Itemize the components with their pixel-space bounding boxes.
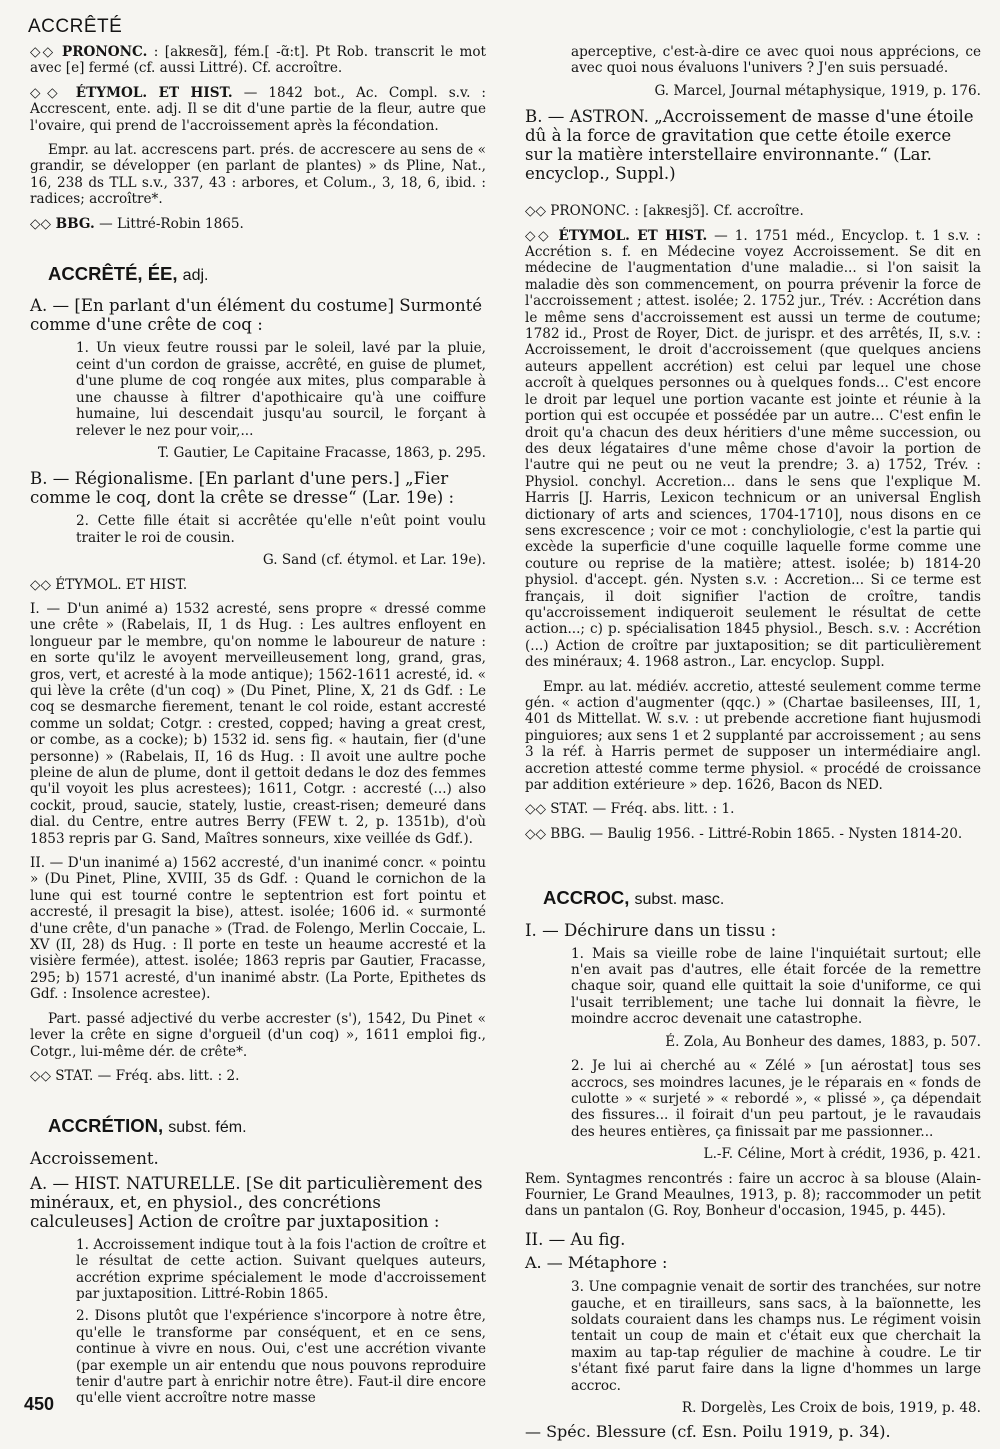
headword-accroc: [543, 887, 981, 909]
accrete-etymol-label: ◇◇ ÉTYMOL. ET HIST.: [30, 576, 188, 593]
etymol-label: ◇◇ ÉTYMOL. ET HIST.: [30, 84, 233, 101]
accrete-sense-b: B. — Régionalisme. [En parlant d'une pers.] „Fier comme le coq, dont la crête se dresse“ (Lar. 19e) :: [30, 469, 455, 508]
accroc-sense-1: I. — Déchirure dans un tissu :: [525, 920, 777, 940]
accroc-source-1: É. Zola, Au Bonheur des dames, 1883, p. 507.: [665, 1033, 981, 1050]
accroc-remark: Rem. Syntagmes rencontrés : faire un accroc à sa blouse (Alain-Fournier, Le Grand Meaulnes, 1913, p. 8); raccommoder un petit dans un pantalon (G. Roy, Bonheur d'occasion, 1945, p. 445).: [525, 1170, 981, 1220]
accrete-source-2: G. Sand (cf. étymol. et Lar. 19e).: [262, 552, 486, 569]
accretion-source-2: G. Marcel, Journal métaphysique, 1919, p. 176.: [654, 82, 981, 99]
accretion-stat: ◇◇ STAT. — Fréq. abs. litt. : 1.: [525, 801, 735, 818]
headword-accrete: [48, 263, 486, 285]
accroc-source-3: R. Dorgelès, Les Croix de bois, 1919, p. 48.: [681, 1400, 981, 1416]
prononc-block: [30, 44, 486, 77]
bbg-text: — Littré-Robin 1865.: [99, 215, 244, 232]
accretion-citation-2-cont: aperceptive, c'est-à-dire ce avec quoi nous apprécions, ce avec quoi nous évaluons l'univers ? J'en suis persuadé.: [571, 44, 981, 77]
accroc-source-2: L.-F. Céline, Mort à crédit, 1936, p. 421.: [703, 1146, 981, 1163]
headword-accretion-grammar: subst. fém.: [168, 1119, 247, 1137]
accroc-citation-1: 1. Mais sa vieille robe de laine l'inquiétait surtout; elle n'en avait pas d'autres, elle était forcée de la remettre chaque soir, quand elle quittait la soie d'uniforme, ce qui l'usait terriblement; une tache lui donnait la fièvre, le moindre accroc devenait une catastrophe.: [571, 945, 981, 1028]
accrete-sense-a: A. — [En parlant d'un élément du costume] Surmonté comme d'une crête de coq :: [30, 296, 483, 335]
bbg-block: [30, 216, 486, 232]
accroc-citation-2: 2. Je lui ai cherché au « Zélé » [un aérostat] tous ses accrocs, ses moindres lacunes, je le réparais en « fonds de culotte » « surjeté » « rebordé », « plissé », ça dépendait des fissures... il foirait d'un peu partout, je le ravaudais des heures entières, ça finissait par me passionner...: [571, 1058, 981, 1140]
prononc-text: : [akʀesɑ̃], fém.[ -ɑ̃:t]. Pt Rob. transcrit le mot avec [e] fermé (cf. aussi Littré). Cf. accroître.: [30, 44, 486, 77]
accroc-sense-2: II. — Au fig.: [525, 1229, 626, 1249]
accrete-citation-2: 2. Cette fille était si accrêtée qu'elle n'eût point voulu traiter le roi de cousin.: [76, 513, 486, 546]
prononc-label: ◇◇ PRONONC.: [30, 44, 148, 60]
accretion-sense-b: B. — ASTRON. „Accroissement de masse d'une étoile dû à la force de gravitation que cette étoile exerce sur la matière interstellaire environnante.“ (Lar. encyclop., Suppl.): [525, 107, 974, 184]
accretion-prononc: ◇◇ PRONONC. : [akʀesjɔ̃]. Cf. accroître.: [525, 203, 804, 220]
headword-accroc-grammar: subst. masc.: [634, 891, 725, 909]
headword-accroc-text: ACCROC,: [543, 887, 630, 909]
accretion-etymol-1: — 1. 1751 méd., Encyclop. t. 1 s.v. : Accrétion s. f. en Médecine voyez Accroissement. Se dit en médecine de l'augmentation d'une maladie... si l'on saisit la maladie dès son commencement, on pourra prévenir la force de l'accroissement ; attest. isolée; 2. 1752 jur., Trév. : Accrétion dans le même sens d'accroissement est aussi un terme de coutume; 1782 id., Prost de Royer, Dict. de jurispr. et des arrêtés, II, s.v. : Accroissement, le droit d'accroissement (que quelques anciens auteurs appellent accrétion) est celui par lequel une chose accroît à quelques personnes ou à quelques fonds... C'est encore le droit par lequel une portion vacante est jointe et réunie à la portion qui est occupée et possédée par un autre... C'est enfin le droit qu'a chacun des deux héritiers d'une même succession, ou des deux légataires d'une même chose d'avoir la portion de l'autre qui ne peut ou ne veut la prendre; 3. a) 1752, Trév. : Physiol. conchyl. Accretion... dans le sens que l'explique M. Harris [J. Harris, Lexicon technicum or an universal English dictionary of arts and sciences, 1704-1710], nous disons en ce sens excrescence ; voir ce mot : conchyliologie, c'est la partie qui excède la superficie d'une coquille laquelle forme comme une couture ou reprise de la matière; attest. isolée; b) 1814-20 physiol. d'accept. gén. Nysten s.v. : Accretion... Si ce terme est français, il doit signifier l'action de croître, tandis qu'accroissement indiqueroit seulement le résultat de cette action...; c) p. spécialisation 1845 physiol., Besch. s.v. : Accrétion (...) Action de croître par juxtaposition; se dit particulièrement des minéraux; 4. 1968 astron., Lar. encyclop. Suppl.: [525, 227, 982, 671]
headword-accretion-text: ACCRÉTION,: [48, 1115, 164, 1137]
headword-accretion: [48, 1115, 486, 1137]
accroc-special: — Spéc. Blessure (cf. Esn. Poilu 1919, p. 34).: [525, 1422, 891, 1442]
accretion-etymol-block: [525, 228, 981, 671]
accretion-citation-1: 1. Accroissement indique tout à la fois l'action de croître et le résultat de cette action. Suivant quelques auteurs, accrétion exprime spécialement le mode d'accroissement par juxtaposition. Littré-Robin 1865.: [76, 1236, 486, 1302]
right-column: [525, 44, 981, 1449]
accretion-etymol-label: ◇◇ ÉTYMOL. ET HIST.: [525, 227, 708, 244]
etymol-block: [30, 85, 486, 134]
accrete-citation-1: 1. Un vieux feutre roussi par le soleil, lavé par la pluie, ceint d'un cordon de graisse, accrêté, en guise de plumet, d'une plume de coq rongée aux mites, plus comparable à une chausse à filtrer d'apothicaire qu'à une coiffure humaine, lui descendait jusqu'au sourcil, le forçant à relever le nez pour voir,...: [76, 340, 486, 439]
headword-accrete-text: ACCRÊTÉ, ÉE,: [48, 263, 178, 285]
accrete-stat: ◇◇ STAT. — Fréq. abs. litt. : 2.: [30, 1067, 240, 1084]
accrete-source-1: T. Gautier, Le Capitaine Fracasse, 1863, p. 295.: [157, 444, 486, 461]
accroc-sense-2a: A. — Métaphore :: [525, 1252, 668, 1272]
left-column: [30, 44, 486, 1413]
etymol-empr: Empr. au lat. accrescens part. prés. de accrescere au sens de « grandir, se développer (en parlant de plantes) » ds Pline, Nat., 16, 238 ds TLL s.v., 337, 43 : arbores, et Colum., 3, 18, 6, ibid. : radices; accroître*.: [30, 142, 486, 208]
accroc-citation-3: 3. Une compagnie venait de sortir des tranchées, sur notre gauche, et en tirailleurs, sans sacs, à la baïonnette, les soldats couraient dans les champs nus. Le régiment voisin tentait un coup de main et c'était eux que cherchait la maxim au tap-tap régulier de machine à coudre. Le tir s'étant fixé parut faire dans la ligne d'hommes un large accroc.: [571, 1279, 981, 1394]
headword-accrete-grammar: adj.: [182, 267, 209, 285]
page-number: 450: [24, 1394, 55, 1414]
accretion-sense-a: A. — HIST. NATURELLE. [Se dit particulièrement des minéraux, et, en physiol., des concrétions calculeuses] Action de croître par juxtaposition :: [30, 1173, 483, 1231]
bbg-label: ◇◇ BBG.: [30, 215, 95, 232]
accretion-definition: Accroissement.: [30, 1148, 159, 1168]
accretion-citation-2: 2. Disons plutôt que l'expérience s'incorpore à notre être, qu'elle le transforme par conséquent, et en ce sens, continue à vivre en nous. Oui, c'est une accrétion vivante (par exemple un air entendu que nous pouvons reproduire tenir d'autre part à enrichir notre être). Faut-il dire encore qu'elle vient accroître notre masse: [76, 1308, 486, 1407]
accrete-etymol-2: II. — D'un inanimé a) 1562 accresté, d'un inanimé concr. « pointu » (Du Pinet, Pline, XVIII, 35 ds Gdf. : Quand le cornichon de la lune qui est tourné contre le septentrion est fort pointu et accresté, il presagit la bise), attest. isolée; 1606 id. « surmonté d'une crête, d'un panache » (Trad. de Folengo, Merlin Coccaie, L. XV (II, 28) ds Hug. : Il porte en teste un heaume accresté et la visière fermée), attest. isolée; 1863 repris par Gautier, Fracasse, 295; b) 1571 acresté, d'un inanimé abstr. (La Porte, Epithetes ds Gdf. : Insolence acrestee).: [30, 855, 486, 1003]
accrete-etymol-3: Part. passé adjectivé du verbe accrester (s'), 1542, Du Pinet « lever la crête en signe d'orgueil (d'un coq) », 1611 emploi fig., Cotgr., lui-même dér. de crête*.: [30, 1010, 486, 1060]
accretion-bbg: ◇◇ BBG. — Baulig 1956. - Littré-Robin 1865. - Nysten 1814-20.: [525, 825, 963, 842]
accrete-etymol-1: I. — D'un animé a) 1532 acresté, sens propre « dressé comme une crête » (Rabelais, II, 1 ds Hug. : Les aultres enfloyent en longueur par le membre, qu'on nomme le laboureur de nature : en sorte qu'ilz le avoyent merveilleusement long, grand, gras, gros, vert, et acresté à la mode antique); 1562-1611 acresté, id. « qui lève la crête (d'un coq) » (Du Pinet, Pline, X, 21 ds Gdf. : Le coq se desmarche fierement, tenant le col roide, estant accresté comme un soldat; Cotgr. : crested, copped; having a great crest, or combe, as a cocke); b) 1532 id. sens fig. « hautain, fier (d'une personne) » (Rabelais, II, 16 ds Hug. : Il avoit une aultre poche pleine de alun de plume, dont il gettoit dedans le doz des femmes qu'il voyoit les plus acrestees); 1611, Cotgr. : accresté (...) also cockit, proud, saucie, stately, lustie, creast-risen; demeuré dans dial. du Centre, entre autres Berry (FEW t. 2, p. 1351b), d'où 1853 repris par G. Sand, Maîtres sonneurs, xixe veillée ds Gdf.).: [30, 600, 486, 847]
running-head: ACCRÊTÉ: [28, 16, 123, 37]
accretion-etymol-2: Empr. au lat. médiév. accretio, attesté seulement comme terme gén. « action d'augmenter (qqc.) » (Chartae basileenses, III, 1, 401 ds Mittellat. W. s.v. : ut prebende accretione fiant hujusmodi pinguiores; aux sens 1 et 2 supplanté par accroissement ; au sens 3 la réf. à Harris permet de supposer un intermédiaire angl. accretion attesté comme terme physiol. « procédé de croissance par addition extérieure » dep. 1626, Bacon ds NED.: [525, 678, 981, 794]
etymol-text: — 1842 bot., Ac. Compl. s.v. : Accrescent, ente. adj. Il se dit d'une partie de la fleur, autre que l'ovaire, qui prend de l'accroissement après la fécondation.: [30, 84, 487, 134]
